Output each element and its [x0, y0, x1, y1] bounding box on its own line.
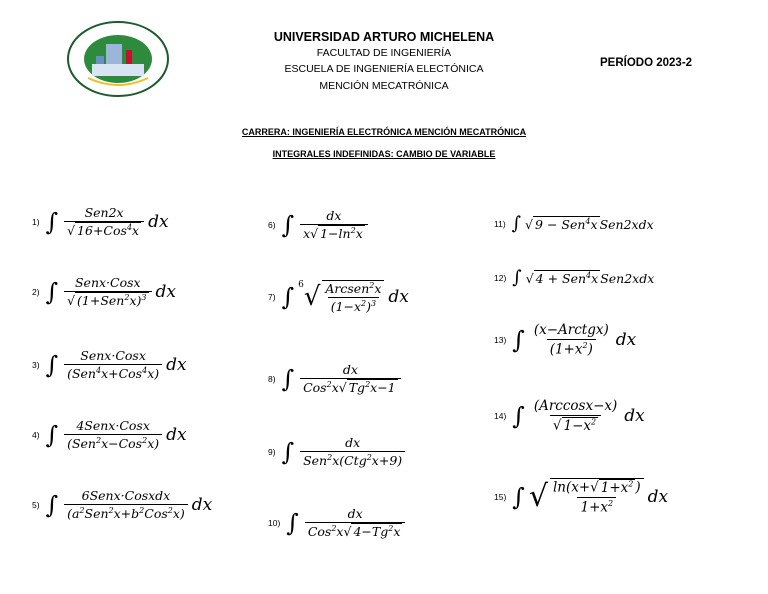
- problem-2: 2) ∫ $\frac{\text{Senx·Cosx}}{√ (1+Sen^2x)^3}$ dx: [32, 275, 176, 309]
- problem-number: 9): [268, 446, 276, 457]
- problem-number: 6): [268, 219, 276, 230]
- faculty-name: FACULTAD DE INGENIERÍA: [316, 47, 452, 59]
- problem-9: 9) ∫ $\frac{dx}{Sen^2x(Ctg^2x+9)}$: [268, 435, 407, 468]
- problem-number: 10): [268, 517, 281, 528]
- problem-number: 1): [32, 216, 40, 227]
- problem-15: 15) ∫ √ $\frac{\ln(x+√ 1+x^2 )}{1+x^2}$ dx: [494, 479, 669, 515]
- problem-number: 15): [494, 491, 507, 502]
- topic-heading: INTEGRALES INDEFINIDAS: CAMBIO DE VARIABLE: [272, 149, 496, 159]
- problem-3: 3) ∫ $\frac{\text{Senx·Cosx}}{(Sen^4x+Cos^4x)}$ dx: [32, 348, 187, 382]
- problem-12: 12) ∫ √ 4 + Sen$^4$x Sen2xdx: [494, 267, 655, 288]
- problem-1: 1) ∫ $\frac{\text{Sen2x}}{√ 16+Cos^4x}$ dx: [32, 205, 169, 239]
- school-name: ESCUELA DE INGENIERÍA ELECTÓNICA: [284, 63, 484, 75]
- problem-number: 4): [32, 429, 40, 440]
- problem-4: 4) ∫ $\frac{\text{4Senx·Cosx}}{(Sen^2x-Cos^2x)}$ dx: [32, 418, 187, 452]
- problem-number: 11): [494, 219, 506, 229]
- problem-13: 13) ∫ $\frac{\text{(x−Arctgx)}}{(1+x^2)}$ dx: [494, 322, 637, 358]
- problem-number: 12): [494, 273, 507, 283]
- problem-11: 11) ∫ √ 9 − Sen$^4$x Sen2xdx: [494, 213, 654, 234]
- problem-number: 7): [268, 292, 276, 303]
- problem-14: 14) ∫ $\frac{\text{(Arccosx−x)}}{√ 1-x^2}$ dx: [494, 398, 645, 434]
- problem-8: 8) ∫ $\frac{dx}{Cos^2x√ Tg^2x-1}$: [268, 362, 403, 395]
- problem-number: 5): [32, 499, 40, 510]
- problem-number: 3): [32, 359, 40, 370]
- problem-5: 5) ∫ $\frac{\text{6Senx·Cosxdx}}{(a^2Sen^2x+b^2Cos^2x)}$ dx: [32, 488, 213, 522]
- problem-number: 14): [494, 410, 507, 421]
- period-label: PERÍODO 2023-2: [600, 57, 693, 69]
- problem-number: 8): [268, 373, 276, 384]
- university-logo: [66, 20, 170, 98]
- mention-name: MENCIÓN MECATRÓNICA: [319, 80, 449, 92]
- problem-7: 7) ∫ 6 √ $\frac{Arcsen^2x}{(1-x^2)^3}$ dx: [268, 280, 409, 315]
- problem-6: 6) ∫ $\frac{dx}{x√ 1-\ln^2x}$: [268, 208, 370, 241]
- career-heading: CARRERA: INGENIERÍA ELECTRÓNICA MENCIÓN MECATRÓNICA: [241, 127, 527, 137]
- university-name: UNIVERSIDAD ARTURO MICHELENA: [273, 30, 495, 44]
- problem-10: 10) ∫ $\frac{dx}{Cos^2x√ 4-Tg^2x}$: [268, 506, 407, 539]
- problem-number: 13): [494, 334, 507, 345]
- problem-number: 2): [32, 286, 40, 297]
